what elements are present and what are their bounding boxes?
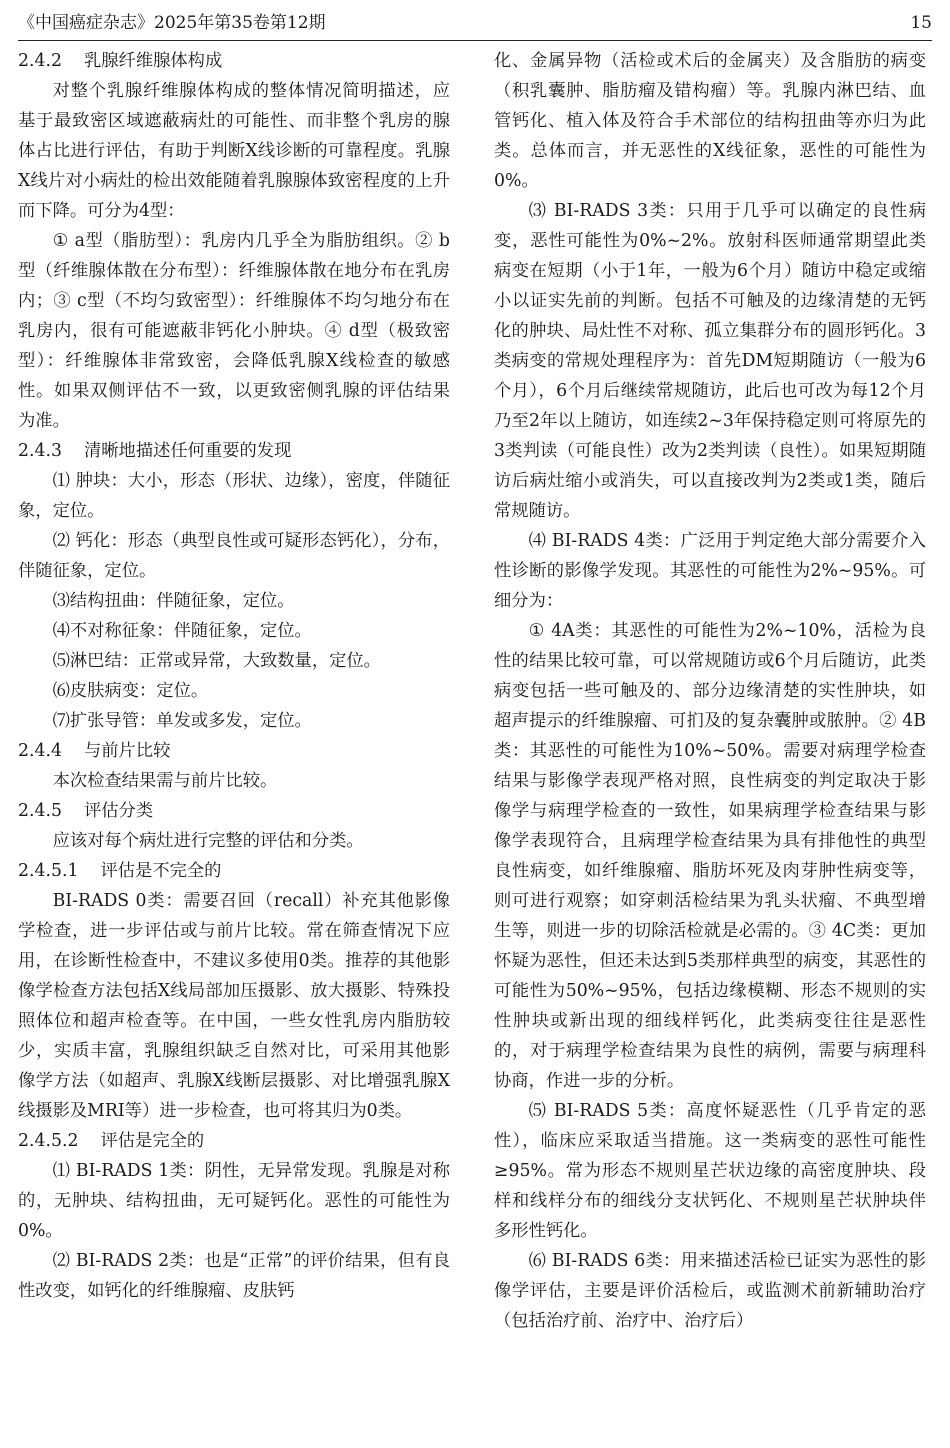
list-item: ⑺扩张导管：单发或多发，定位。 [52,711,312,731]
page-number: 15 [910,13,932,33]
paragraph: BI-RADS 0类：需要召回（recall）补充其他影像学检查，进一步评估或与前片比较。常在筛查情况下应用，在诊断性检查中，不建议多使用0类。推荐的其他影像学检查方法包括X线局部加压摄影、放大摄影、特殊投照体位和超声检查等。在中国，一些女性乳房内脂肪较少，实质丰富，乳腺组织缺乏自然对比，可采用其他影像学方法（如超声、乳腺X线断层摄影、对比增强乳腺X线摄影及MRI等）进一步检查，也可将其归为0类。 [18,891,450,1121]
paragraph: ⑷ BI-RADS 4类：广泛用于判定绝大部分需要介入性诊断的影像学发现。其恶性的可能性为2%~95%。可细分为： [494,531,926,611]
paragraph: ① a型（脂肪型）：乳房内几乎全为脂肪组织。② b型（纤维腺体散在分布型）：纤维腺体散在地分布在乳房内；③ c型（不均匀致密型）：纤维腺体不均匀地分布在乳房内，很有可能遮蔽非钙化小肿块。④ d型（极致密型）：纤维腺体非常致密，会降低乳腺X线检查的敏感性。如果双侧评估不一致，以更致密侧乳腺的评估结果为准。 [18,231,450,431]
section-heading-2-4-4: 2.4.4 与前片比较 [18,741,171,761]
section-heading-2-4-5: 2.4.5 评估分类 [18,801,154,821]
paragraph: 化、金属异物（活检或术后的金属夹）及含脂肪的病变（积乳囊肿、脂肪瘤及错构瘤）等。乳腺内淋巴结、血管钙化、植入体及符合手术部位的结构扭曲等亦归为此类。总体而言，并无恶性的X线征象，恶性的可能性为0%。 [494,51,926,191]
paragraph: ① 4A类：其恶性的可能性为2%~10%，活检为良性的结果比较可靠，可以常规随访或6个月后随访，此类病变包括一些可触及的、部分边缘清楚的实性肿块，如超声提示的纤维腺瘤、可扪及的复杂囊肿或脓肿。② 4B类：其恶性的可能性为10%~50%。需要对病理学检查结果与影像学表现严格对照，良性病变的判定取决于影像学与病理学检查的一致性，如果病理学检查结果与影像学表现符合，且病理学检查结果为具有排他性的典型良性病变，如纤维腺瘤、脂肪坏死及肉芽肿性病变等，则可进行观察；如穿刺活检结果为乳头状瘤、不典型增生等，则进一步的切除活检就是必需的。③ 4C类：更加怀疑为恶性，但还未达到5类那样典型的病变，其恶性的可能性为50%~95%，包括边缘模糊、形态不规则的实性肿块或新出现的细线样钙化，此类病变往往是恶性的，对于病理学检查结果为良性的病例，需要与病理科协商，作进一步的分析。 [494,621,926,1091]
section-heading-2-4-5-2: 2.4.5.2 评估是完全的 [18,1131,205,1151]
paragraph: ⑵ BI-RADS 2类：也是“正常”的评价结果，但有良性改变，如钙化的纤维腺瘤、皮肤钙 [18,1251,450,1301]
section-heading-2-4-2: 2.4.2 乳腺纤维腺体构成 [18,51,223,71]
paragraph: ⑸ BI-RADS 5类：高度怀疑恶性（几乎肯定的恶性），临床应采取适当措施。这一类病变的恶性可能性≥95%。常为形态不规则星芒状边缘的高密度肿块、段样和线样分布的细线分支状钙化、不规则星芒状肿块伴多形性钙化。 [494,1101,926,1241]
paragraph: 应该对每个病灶进行完整的评估和分类。 [52,831,364,851]
right-column [494,46,926,1336]
list-item: ⑵ 钙化：形态（典型良性或可疑形态钙化），分布，伴随征象，定位。 [18,531,450,581]
paragraph: 对整个乳腺纤维腺体构成的整体情况简明描述，应基于最致密区域遮蔽病灶的可能性、而非整个乳房的腺体占比进行评估，有助于判断X线诊断的可靠程度。乳腺X线片对小病灶的检出效能随着乳腺腺体致密程度的上升而下降。可分为4型： [18,81,450,221]
paragraph: ⑶ BI-RADS 3类：只用于几乎可以确定的良性病变，恶性可能性为0%~2%。放射科医师通常期望此类病变在短期（小于1年，一般为6个月）随访中稳定或缩小以证实先前的判断。包括不可触及的边缘清楚的无钙化的肿块、局灶性不对称、孤立集群分布的圆形钙化。3类病变的常规处理程序为：首先DM短期随访（一般为6个月），6个月后继续常规随访，此后也可改为每12个月乃至2年以上随访，如连续2~3年保持稳定则可将原先的3类判读（可能良性）改为2类判读（良性）。如果短期随访后病灶缩小或消失，可以直接改判为2类或1类，随后常规随访。 [494,201,926,521]
left-column [18,46,450,1306]
paragraph: ⑴ BI-RADS 1类：阴性，无异常发现。乳腺是对称的，无肿块、结构扭曲，无可疑钙化。恶性的可能性为0%。 [18,1161,450,1241]
section-heading-2-4-3: 2.4.3 清晰地描述任何重要的发现 [18,441,292,461]
list-item: ⑶结构扭曲：伴随征象，定位。 [52,591,295,611]
section-heading-2-4-5-1: 2.4.5.1 评估是不完全的 [18,861,222,881]
running-header [18,6,932,41]
journal-citation: 《中国癌症杂志》2025年第35卷第12期 [18,13,326,33]
list-item: ⑷不对称征象：伴随征象，定位。 [52,621,312,641]
paragraph: ⑹ BI-RADS 6类：用来描述活检已证实为恶性的影像学评估，主要是评价活检后，或监测术前新辅助治疗（包括治疗前、治疗中、治疗后） [494,1251,926,1331]
list-item: ⑴ 肿块：大小，形态（形状、边缘），密度，伴随征象，定位。 [18,471,450,521]
list-item: ⑹皮肤病变：定位。 [52,681,209,701]
list-item: ⑸淋巴结：正常或异常，大致数量，定位。 [52,651,381,671]
paragraph: 本次检查结果需与前片比较。 [52,771,278,791]
